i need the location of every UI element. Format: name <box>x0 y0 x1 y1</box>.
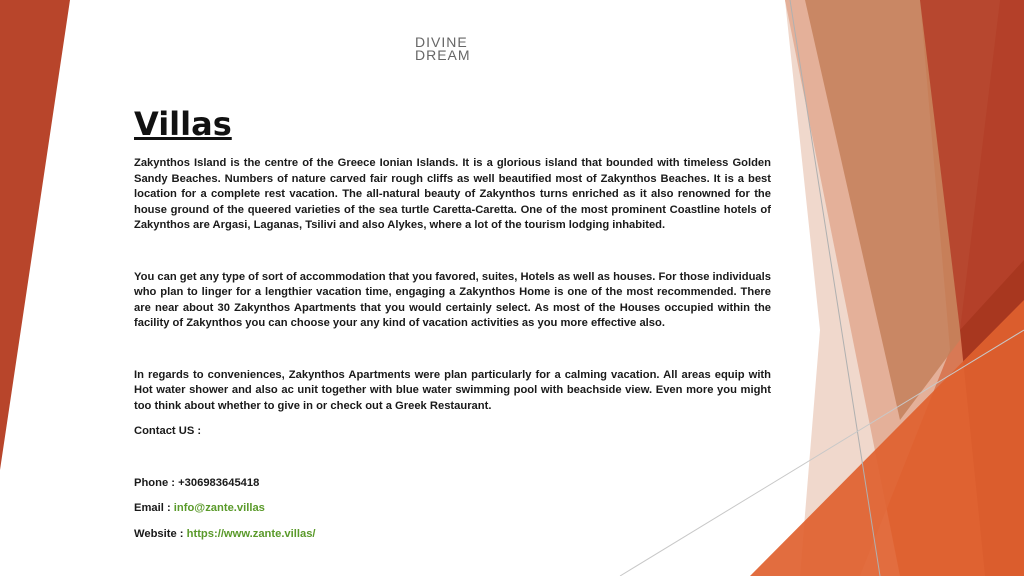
page-title: Villas <box>134 105 232 143</box>
website-link[interactable]: https://www.zante.villas/ <box>186 527 316 540</box>
email-line <box>134 501 771 517</box>
email-link[interactable]: info@zante.villas <box>173 502 265 514</box>
intro-paragraph: Zakynthos Island is the centre of the Greece Ionian Islands. It is a glorious island that bounded with timeless Golden Sandy Beaches. Numbers of nature carved fair rough cliffs as well beautified most of Zakynthos Beaches. It is a best location for a complete rest vacation. The all-natural beauty of Zakynthos turns enriched as it also renowned for the house ground of the queered varieties of the sea turtle Caretta-Caretta. One of the most prominent Coastline hotels of Zakynthos are Argasi, Laganas, Tsilivi and also Alykes, where a lot of the tourism lodging inhabited. <box>134 157 771 231</box>
website-label: Website : <box>134 527 187 540</box>
phone-line <box>134 476 771 492</box>
conveniences-paragraph: In regards to conveniences, Zakynthos Apartments were plan particularly for a calming vacation. All areas equip with Hot water shower and also ac unit together with blue water swimming pool with beachside view. Even more you might too think about whether to give in or check out a Greek Restaurant. <box>134 368 771 412</box>
logo-line-1: DIVINE <box>415 34 468 50</box>
main-content <box>134 104 771 542</box>
website-line <box>134 527 771 543</box>
brand-logo <box>412 34 496 64</box>
contact-heading: Contact US : <box>134 425 202 437</box>
logo-line-2: DREAM <box>415 47 471 63</box>
left-accent-wedge <box>0 0 70 470</box>
phone-value: +306983645418 <box>178 476 260 489</box>
phone-label: Phone : <box>134 476 179 489</box>
accommodation-paragraph: You can get any type of sort of accommodation that you favored, suites, Hotels as well as houses. For those individuals who plan to linger for a lengthier vacation time, engaging a Zakynthos Home is one of the most recommended. There are near about 30 Zakynthos Apartments that you would certainly select. As most of the Houses occupied within the facility of Zakynthos you can choose your any kind of vacation activities as you more effective also. <box>134 270 771 329</box>
email-label: Email : <box>134 502 174 514</box>
